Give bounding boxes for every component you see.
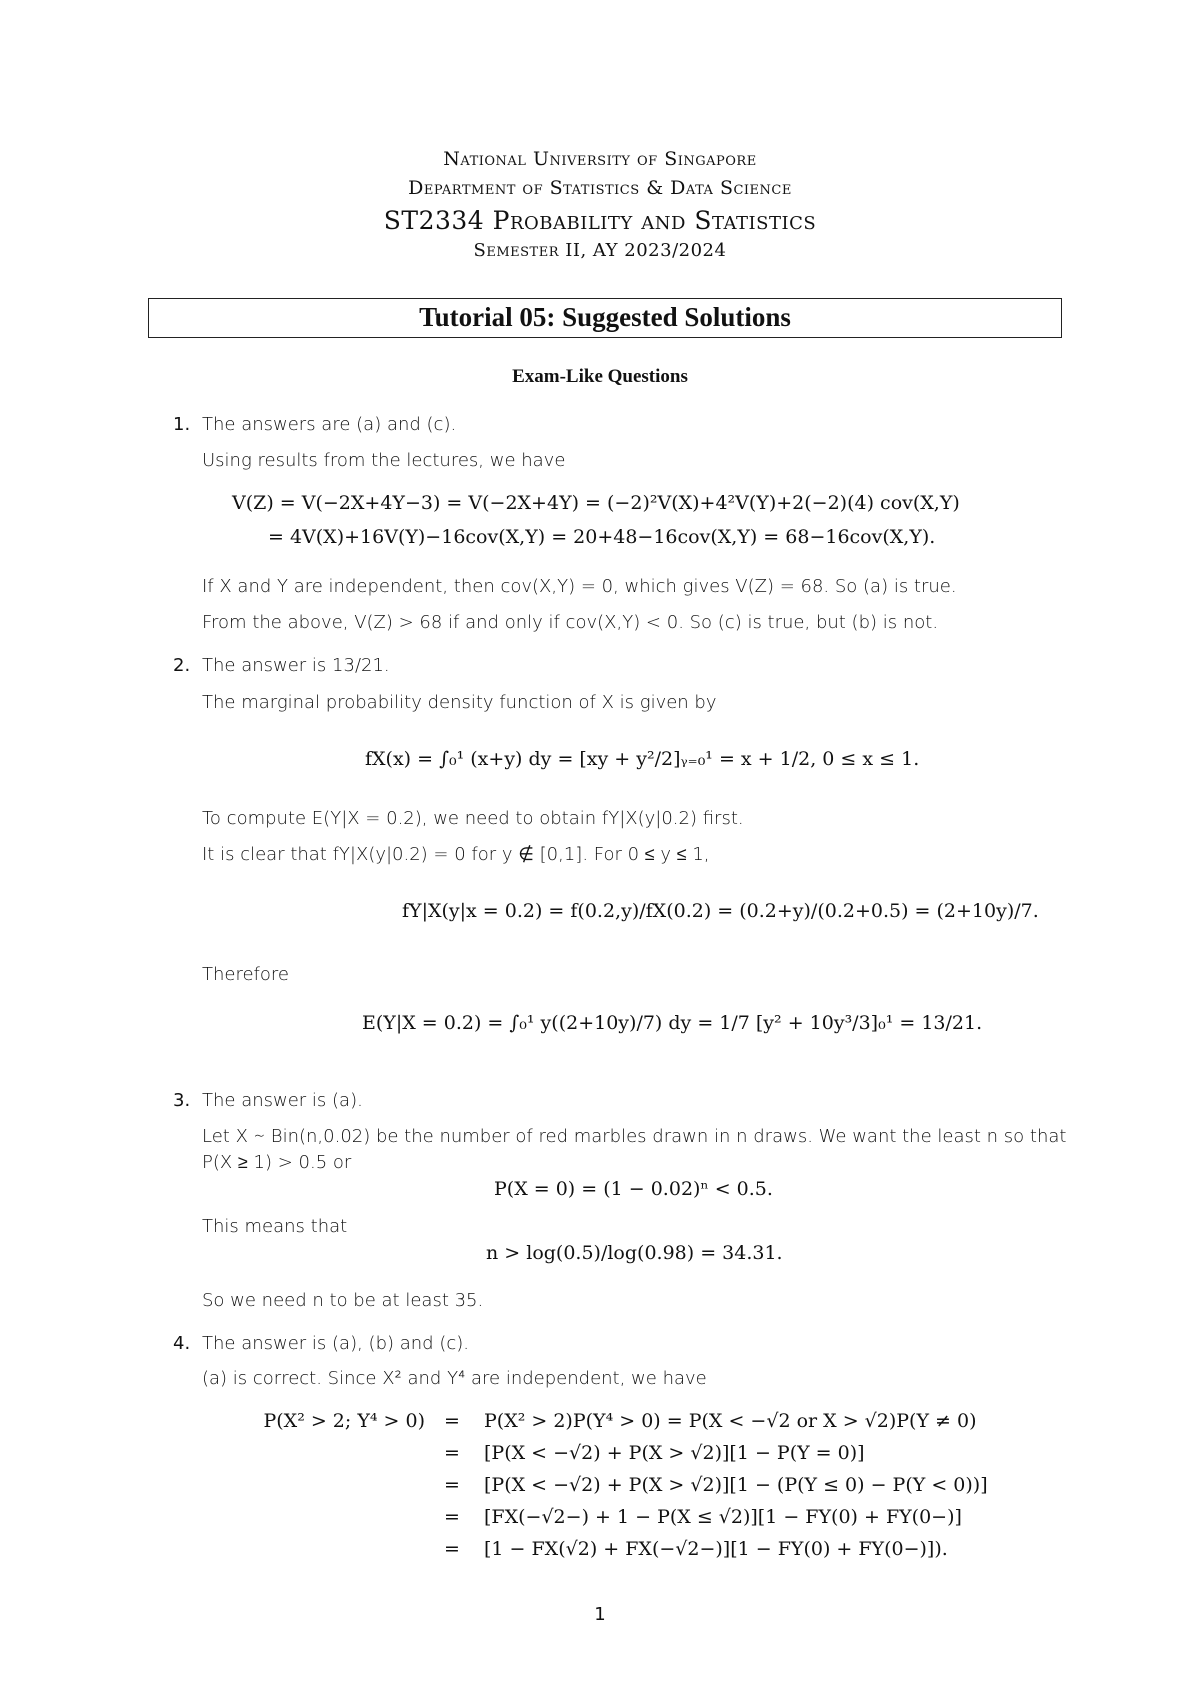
q3-line-2: P(X ≥ 1) > 0.5 or	[202, 1152, 352, 1173]
tutorial-title: Tutorial 05: Suggested Solutions	[148, 298, 1062, 338]
q1-equation-2: = 4V(X)+16V(Y)−16cov(X,Y) = 20+48−16cov(X,Y) = 68−16cov(X,Y).	[268, 526, 936, 548]
section-heading: Exam-Like Questions	[512, 366, 688, 387]
q4-row-4: [FX(−√2−) + 1 − P(X ≤ √2)][1 − FY(0) + FY(0−)]	[484, 1506, 962, 1528]
q4-answer: The answer is (a), (b) and (c).	[202, 1333, 469, 1354]
q1-number: 1.	[173, 414, 191, 435]
q3-number: 3.	[173, 1090, 191, 1111]
q4-eq-sign-2: =	[444, 1442, 460, 1464]
page-number: 1	[594, 1604, 606, 1625]
q4-eq-sign-3: =	[444, 1474, 460, 1496]
q2-equation-3: E(Y|X = 0.2) = ∫₀¹ y((2+10y)/7) dy = 1/7 [y² + 10y³/3]₀¹ = 13/21.	[362, 1012, 983, 1034]
q3-line-4: So we need n to be at least 35.	[202, 1290, 484, 1311]
q1-answer: The answers are (a) and (c).	[202, 414, 457, 435]
q3-line-3: This means that	[202, 1216, 348, 1237]
q2-equation-2: fY|X(y|x = 0.2) = f(0.2,y)/fX(0.2) = (0.2+y)/(0.2+0.5) = (2+10y)/7.	[402, 900, 1039, 922]
semester-label: Semester II, AY 2023/2024	[473, 240, 727, 261]
q2-line-2: To compute E(Y|X = 0.2), we need to obtain fY|X(y|0.2) first.	[202, 808, 744, 829]
q4-lhs: P(X² > 2; Y⁴ > 0)	[263, 1410, 425, 1432]
q3-equation-2: n > log(0.5)/log(0.98) = 34.31.	[486, 1242, 783, 1264]
course-title: ST2334 Probability and Statistics	[383, 206, 817, 235]
q4-number: 4.	[173, 1333, 191, 1354]
q4-row-3: [P(X < −√2) + P(X > √2)][1 − (P(Y ≤ 0) − P(Y < 0))]	[484, 1474, 988, 1496]
q3-answer: The answer is (a).	[202, 1090, 363, 1111]
q4-eq-sign-5: =	[444, 1538, 460, 1560]
q3-line-1: Let X ∼ Bin(n,0.02) be the number of red marbles drawn in n draws. We want the least n so that	[202, 1126, 1067, 1147]
q2-line-4: Therefore	[202, 964, 289, 985]
q4-line-1: (a) is correct. Since X² and Y⁴ are independent, we have	[202, 1368, 707, 1389]
q3-equation-1: P(X = 0) = (1 − 0.02)ⁿ < 0.5.	[494, 1178, 773, 1200]
q4-eq-sign-1: =	[444, 1410, 460, 1432]
q4-eq-sign-4: =	[444, 1506, 460, 1528]
q2-answer: The answer is 13/21.	[202, 655, 390, 676]
q4-row-1: P(X² > 2)P(Y⁴ > 0) = P(X < −√2 or X > √2)P(Y ≠ 0)	[484, 1410, 977, 1432]
q1-line-4: From the above, V(Z) > 68 if and only if cov(X,Y) < 0. So (c) is true, but (b) is not.	[202, 612, 939, 633]
university-name: National University of Singapore	[443, 148, 757, 170]
department-name: Department of Statistics & Data Science	[408, 177, 792, 199]
q4-row-5: [1 − FX(√2) + FX(−√2−)][1 − FY(0) + FY(0−)]).	[484, 1538, 948, 1560]
q1-intro: Using results from the lectures, we have	[202, 450, 566, 471]
q1-line-3: If X and Y are independent, then cov(X,Y) = 0, which gives V(Z) = 68. So (a) is true.	[202, 576, 957, 597]
q1-equation-1: V(Z) = V(−2X+4Y−3) = V(−2X+4Y) = (−2)²V(X)+4²V(Y)+2(−2)(4) cov(X,Y)	[232, 492, 960, 514]
q2-equation-1: fX(x) = ∫₀¹ (x+y) dy = [xy + y²/2]ᵧ₌₀¹ = x + 1/2, 0 ≤ x ≤ 1.	[365, 748, 920, 770]
q2-line-3: It is clear that fY|X(y|0.2) = 0 for y ∉ [0,1]. For 0 ≤ y ≤ 1,	[202, 844, 710, 865]
q2-intro: The marginal probability density function of X is given by	[202, 692, 717, 713]
q2-number: 2.	[173, 655, 191, 676]
q4-row-2: [P(X < −√2) + P(X > √2)][1 − P(Y = 0)]	[484, 1442, 865, 1464]
